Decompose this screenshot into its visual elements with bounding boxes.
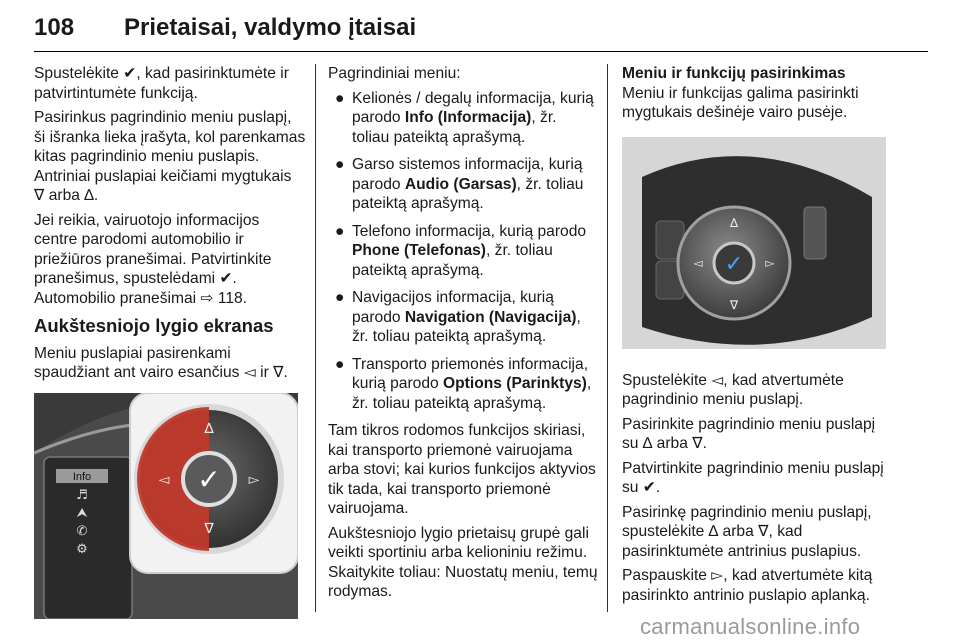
- list-item: ● Garso sistemos informacija, kurią parodo Audio (Garsas), žr. toliau pateiktą aprašymą.: [335, 156, 584, 212]
- ok-checkmark-icon: ✓: [724, 251, 744, 277]
- up-arrow-icon: ∆: [204, 420, 214, 437]
- paragraph: Pasirinkite pagrindinio meniu puslapį su ∆ arba ∇.: [622, 415, 876, 452]
- subheading: Meniu ir funkcijų pasirinkimas: [622, 65, 846, 82]
- paragraph-link: Automobilio pranešimai ⇨ 118.: [34, 289, 248, 307]
- paragraph: Meniu puslapiai pasirenkami spaudžiant ant vairo esančius ◅ ir ∇.: [34, 344, 288, 381]
- down-arrow-icon: ∇: [729, 297, 739, 312]
- steering-wheel-controls-illustration: [622, 137, 886, 349]
- up-arrow-icon: ∆: [729, 215, 739, 230]
- bullet-icon: ●: [335, 289, 345, 306]
- page-header: [34, 10, 928, 52]
- paragraph: Spustelėkite ◅, kad atvertumėte pagrindinio meniu puslapį.: [622, 371, 844, 408]
- gear-icon: ⚙: [76, 541, 88, 557]
- page-number: 108: [34, 14, 75, 41]
- left-arrow-icon: ◅: [693, 255, 703, 270]
- menu-name: Audio (Garsas): [404, 175, 517, 193]
- bullet-icon: ●: [335, 156, 345, 173]
- phone-icon: ✆: [76, 523, 88, 539]
- list-item: ● Transporto priemonės informacija, kurią parodo Options (Parinktys), žr. toliau pateiktą aprašymą.: [335, 355, 592, 412]
- instrument-cluster-illustration: [34, 393, 298, 619]
- watermark-text: carmanualsonline.info: [640, 614, 861, 639]
- list-intro: Pagrindiniai meniu:: [328, 65, 461, 82]
- right-arrow-icon: ▻: [248, 471, 260, 488]
- paragraph: Aukštesniojo lygio prietaisų grupė gali veikti sportiniu arba kelioniniu režimu. Skaitykite toliau: Nuostatų meniu, temų rodymas.: [328, 524, 598, 600]
- right-rocker-switch: [804, 207, 826, 259]
- paragraph: Tam tikros rodomos funkcijos skiriasi, kai transporto priemonė vairuojama arba stovi; kai kurios funkcijos aktyvios tik tada, kai transporto priemonė vairuojama.: [328, 422, 596, 517]
- column-divider: [607, 64, 608, 612]
- menu-item-info: Info: [72, 470, 92, 483]
- paragraph: Pasirinkus pagrindinio meniu puslapį, ši išranka lieka įrašyta, kol parenkamas kitas pagrindinio meniu puslapis. Antriniai puslapiai keičiami mygtukais ∇ arba ∆.: [34, 109, 306, 204]
- ok-checkmark-icon: ✓: [197, 462, 221, 496]
- column-divider: [315, 64, 316, 612]
- column-left: [34, 64, 306, 627]
- music-note-icon: ♬: [76, 487, 88, 503]
- menu-name: Options (Parinktys): [443, 375, 587, 392]
- paragraph: Pasirinkę pagrindinio meniu puslapį, spustelėkite ∆ arba ∇, kad pasirinktumėte antrinius puslapius.: [622, 503, 872, 560]
- menu-name: Navigation (Navigacija): [404, 308, 577, 326]
- bullet-icon: ●: [335, 222, 345, 240]
- navigation-arrow-icon: ⮝: [76, 505, 88, 521]
- menu-name: Info (Informacija): [404, 109, 532, 126]
- menu-name: Phone (Telefonas): [352, 242, 487, 259]
- list-item: ● Navigacijos informacija, kurią parodo Navigation (Navigacija), žr. toliau pateiktą aprašymą.: [335, 289, 581, 345]
- left-arrow-icon: ◅: [158, 471, 170, 488]
- chapter-title: Prietaisai, valdymo įtaisai: [124, 14, 417, 41]
- right-arrow-icon: ▻: [765, 255, 775, 270]
- down-arrow-icon: ∇: [204, 520, 214, 537]
- main-menu-list: [328, 89, 598, 414]
- section-heading: Aukštesniojo lygio ekranas: [34, 315, 274, 336]
- paragraph: Jei reikia, vairuotojo informacijos centre parodomi automobilio ir priežiūros pranešimai. Patvirtinkite pranešimus, spustelėdami ✔.: [34, 211, 272, 287]
- paragraph: Paspauskite ▻, kad atvertumėte kitą pasirinkto antrinio puslapio aplanką.: [622, 567, 873, 604]
- column-middle: [328, 64, 598, 607]
- paragraph: Meniu ir funkcijas galima pasirinkti mygtukais dešinėje vairo pusėje.: [622, 84, 859, 121]
- bullet-icon: ●: [335, 355, 345, 373]
- bullet-icon: ●: [335, 89, 345, 107]
- list-item: ● Telefono informacija, kurią parodo Phone (Telefonas), žr. toliau pateiktą aprašymą.: [335, 222, 587, 279]
- paragraph: Spustelėkite ✔, kad pasirinktumėte ir patvirtintumėte funkciją.: [34, 65, 289, 102]
- list-item: ● Kelionės / degalų informacija, kurią parodo Info (Informacija), žr. toliau pateiktą aprašymą.: [335, 89, 594, 146]
- paragraph: Patvirtinkite pagrindinio meniu puslapį su ✔.: [622, 459, 884, 496]
- column-right: [622, 64, 894, 610]
